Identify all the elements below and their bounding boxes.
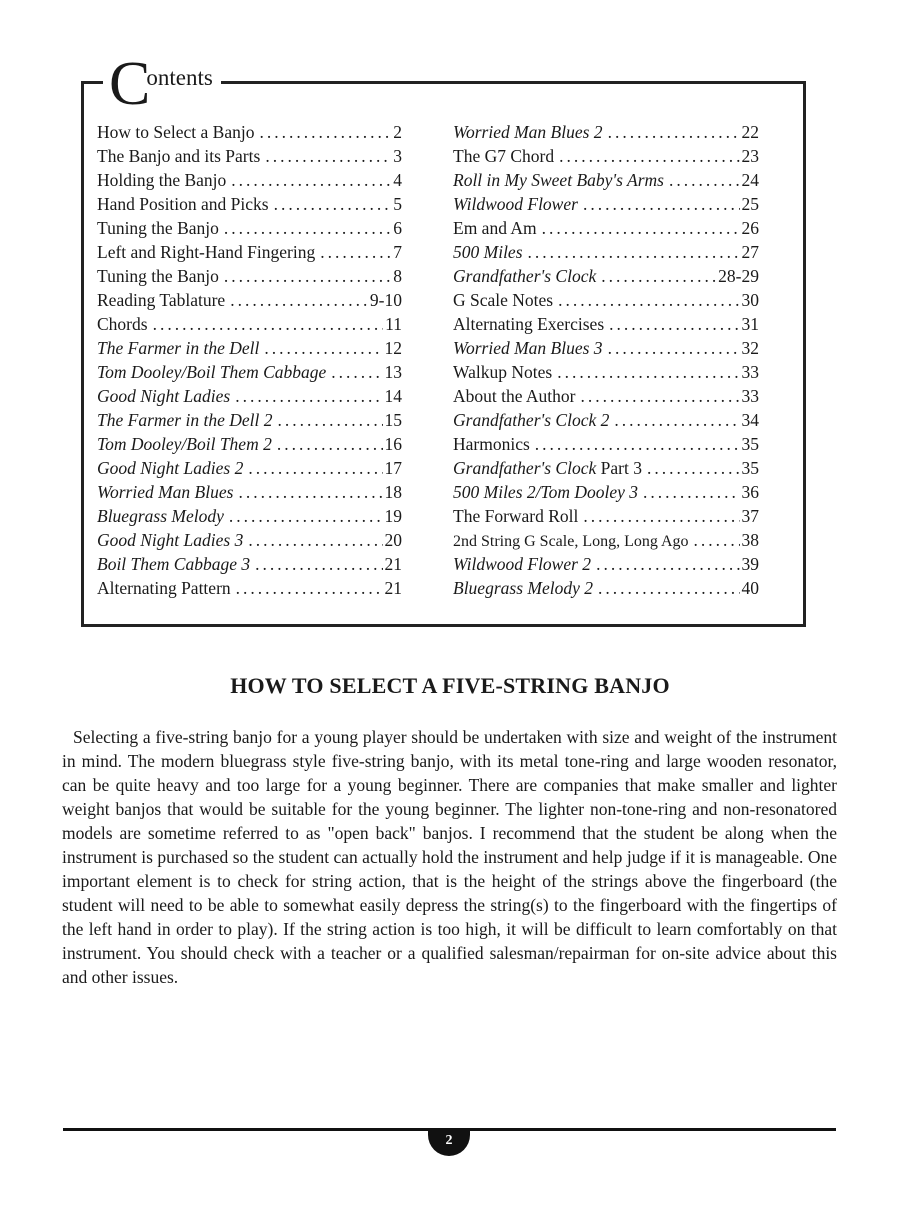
toc-entry-title: Boil Them Cabbage 3: [97, 554, 251, 574]
toc-entry-page: 13: [384, 362, 402, 382]
toc-entry-title: Tom Dooley/Boil Them Cabbage: [97, 362, 327, 382]
toc-dot-leader: [231, 168, 391, 192]
toc-entry-title: Grandfather's Clock 2: [453, 410, 610, 430]
toc-entry: [453, 264, 759, 288]
toc-entry-page: 31: [741, 314, 759, 334]
toc-entry-page: 37: [741, 506, 759, 526]
contents-heading-rest: ontents: [146, 65, 213, 90]
toc-entry-page: 8: [393, 266, 402, 286]
toc-entry-title-suffix: Part 3: [596, 458, 642, 478]
toc-entry: [97, 360, 402, 384]
toc-entry-title: Worried Man Blues 3: [453, 338, 603, 358]
contents-heading-initial: C: [109, 50, 151, 118]
toc-entry: [453, 312, 759, 336]
toc-dot-leader: [608, 120, 740, 144]
toc-dot-leader: [264, 336, 382, 360]
contents-right-column: [453, 120, 759, 600]
toc-entry-title: Chords: [97, 314, 148, 334]
toc-entry-page: 38: [741, 530, 759, 550]
toc-dot-leader: [598, 576, 740, 600]
toc-entry-title: The Forward Roll: [453, 506, 579, 526]
toc-entry-title: Good Night Ladies 3: [97, 530, 244, 550]
toc-dot-leader: [535, 432, 740, 456]
toc-entry: [453, 288, 759, 312]
toc-dot-leader: [248, 456, 382, 480]
toc-entry-title: 500 Miles 2/Tom Dooley 3: [453, 482, 639, 502]
toc-entry-page: 21: [384, 578, 402, 598]
toc-entry: [97, 216, 402, 240]
toc-dot-leader: [224, 216, 391, 240]
toc-entry: [453, 384, 759, 408]
toc-entry-page: 9-10: [369, 290, 402, 310]
page-number-badge: 2: [428, 1128, 470, 1156]
toc-entry: [453, 552, 759, 576]
toc-entry-page: 35: [741, 458, 759, 478]
toc-entry: [97, 168, 402, 192]
toc-entry-page: 40: [741, 578, 759, 598]
toc-entry-page: 7: [393, 242, 402, 262]
toc-entry: [453, 192, 759, 216]
toc-entry: [453, 408, 759, 432]
toc-entry-page: 19: [384, 506, 402, 526]
toc-dot-leader: [558, 288, 739, 312]
toc-entry-title: About the Author: [453, 386, 576, 406]
toc-dot-leader: [238, 480, 382, 504]
toc-entry: [453, 240, 759, 264]
toc-entry-title: The G7 Chord: [453, 146, 555, 166]
toc-entry-page: 27: [741, 242, 759, 262]
toc-entry-page: 16: [384, 434, 402, 454]
toc-dot-leader: [236, 576, 383, 600]
toc-dot-leader: [609, 312, 739, 336]
toc-dot-leader: [255, 552, 382, 576]
toc-entry-title: Tom Dooley/Boil Them 2: [97, 434, 272, 454]
toc-dot-leader: [274, 192, 392, 216]
contents-heading: [103, 50, 221, 118]
toc-entry: [453, 360, 759, 384]
toc-entry: [453, 168, 759, 192]
toc-entry-page: 26: [741, 218, 759, 238]
toc-entry: [97, 336, 402, 360]
toc-entry-title: The Farmer in the Dell: [97, 338, 260, 358]
toc-entry: [453, 528, 759, 552]
toc-entry-page: 20: [384, 530, 402, 550]
toc-dot-leader: [608, 336, 740, 360]
toc-entry-title: 500 Miles: [453, 242, 523, 262]
toc-dot-leader: [557, 360, 739, 384]
toc-entry: [453, 432, 759, 456]
toc-entry-title: Wildwood Flower 2: [453, 554, 592, 574]
toc-entry-page: 36: [741, 482, 759, 502]
toc-entry: [453, 120, 759, 144]
toc-entry: [97, 576, 402, 600]
toc-entry-title: Grandfather's Clock: [453, 458, 597, 478]
toc-entry-title: Roll in My Sweet Baby's Arms: [453, 170, 664, 190]
body-paragraph: Selecting a five-string banjo for a young player should be undertaken with size and weight of the instrument in mind. The modern bluegrass style five-string banjo, with its metal tone-ring and large wooden resonator, can be quite heavy and too large for a young beginner. There are companies that make smaller and lighter weight banjos that would be suitable for the young beginner. The lighter non-tone-ring and non-resonatored models are sometime referred to as "open back" banjos. I recommend that the student be along when the instrument is purchased so the student can actually hold the instrument and help judge if it is manageable. One important element is to check for string action, that is the height of the strings above the fingerboard (the student will need to be able to somewhat easily depress the string(s) to the fingerboard with the fingertips of the left hand in order to play). If the string action is too high, it will be difficult to learn comfortably on that instrument. You should check with a teacher or a qualified salesman/repairman for on-site advice about this and other issues.: [62, 727, 837, 987]
toc-entry-page: 34: [741, 410, 759, 430]
toc-entry-title: Left and Right-Hand Fingering: [97, 242, 316, 262]
toc-entry-page: 5: [393, 194, 402, 214]
toc-entry: [453, 216, 759, 240]
toc-dot-leader: [583, 504, 739, 528]
toc-entry: [97, 456, 402, 480]
toc-dot-leader: [224, 264, 391, 288]
toc-entry-page: 18: [384, 482, 402, 502]
toc-entry-title: G Scale Notes: [453, 290, 554, 310]
toc-entry-page: 2: [393, 122, 402, 142]
toc-entry-title: 2nd String G Scale, Long, Long Ago: [453, 533, 689, 550]
toc-entry: [97, 552, 402, 576]
toc-dot-leader: [277, 432, 383, 456]
toc-entry-title: Worried Man Blues: [97, 482, 234, 502]
toc-entry: [453, 576, 759, 600]
toc-dot-leader: [320, 240, 391, 264]
toc-entry-page: 35: [741, 434, 759, 454]
toc-dot-leader: [248, 528, 382, 552]
toc-entry-page: 17: [384, 458, 402, 478]
toc-entry-title: Tuning the Banjo: [97, 266, 219, 286]
toc-entry: [97, 264, 402, 288]
toc-entry-page: 15: [384, 410, 402, 430]
toc-dot-leader: [647, 456, 740, 480]
toc-entry-page: 12: [384, 338, 402, 358]
toc-dot-leader: [259, 120, 391, 144]
toc-entry-title: Bluegrass Melody 2: [453, 578, 593, 598]
toc-dot-leader: [694, 528, 740, 552]
toc-dot-leader: [277, 408, 382, 432]
toc-entry: [97, 312, 402, 336]
toc-entry-page: 21: [384, 554, 402, 574]
toc-entry-title: Hand Position and Picks: [97, 194, 269, 214]
toc-entry: [97, 408, 402, 432]
toc-entry-title: Alternating Exercises: [453, 314, 605, 334]
toc-entry-page: 22: [741, 122, 759, 142]
toc-dot-leader: [581, 384, 740, 408]
toc-entry: [453, 504, 759, 528]
toc-entry-title: Holding the Banjo: [97, 170, 227, 190]
toc-entry-page: 4: [393, 170, 402, 190]
toc-entry-title: Em and Am: [453, 218, 537, 238]
toc-entry-page: 25: [741, 194, 759, 214]
toc-dot-leader: [643, 480, 739, 504]
toc-entry-title: Grandfather's Clock: [453, 266, 597, 286]
toc-entry: [97, 240, 402, 264]
toc-entry: [97, 504, 402, 528]
toc-dot-leader: [528, 240, 740, 264]
toc-dot-leader: [601, 264, 716, 288]
toc-entry-page: 32: [741, 338, 759, 358]
toc-dot-leader: [542, 216, 740, 240]
section-body: [62, 725, 837, 989]
toc-entry-title: Harmonics: [453, 434, 530, 454]
toc-entry-page: 23: [741, 146, 759, 166]
toc-dot-leader: [265, 144, 391, 168]
toc-dot-leader: [596, 552, 739, 576]
toc-entry: [453, 144, 759, 168]
toc-entry: [97, 528, 402, 552]
toc-entry-title: Tuning the Banjo: [97, 218, 219, 238]
toc-entry-page: 33: [741, 386, 759, 406]
toc-entry: [97, 432, 402, 456]
toc-entry-page: 30: [741, 290, 759, 310]
toc-dot-leader: [559, 144, 739, 168]
toc-entry: [97, 192, 402, 216]
toc-entry-page: 11: [385, 314, 402, 334]
toc-entry: [453, 480, 759, 504]
toc-entry-title: Alternating Pattern: [97, 578, 231, 598]
toc-entry-title: How to Select a Banjo: [97, 122, 255, 142]
toc-entry-title: Good Night Ladies 2: [97, 458, 244, 478]
toc-dot-leader: [583, 192, 740, 216]
toc-entry-page: 33: [741, 362, 759, 382]
toc-dot-leader: [614, 408, 739, 432]
toc-entry-title: The Banjo and its Parts: [97, 146, 261, 166]
toc-entry: [97, 384, 402, 408]
toc-entry-title: Bluegrass Melody: [97, 506, 224, 526]
toc-dot-leader: [153, 312, 384, 336]
toc-entry-page: 24: [741, 170, 759, 190]
toc-entry-page: 28-29: [718, 266, 759, 286]
toc-entry: [97, 288, 402, 312]
toc-entry: [453, 456, 759, 480]
toc-entry-title: Walkup Notes: [453, 362, 553, 382]
toc-dot-leader: [230, 288, 368, 312]
toc-entry-page: 6: [393, 218, 402, 238]
toc-entry-title: Reading Tablature: [97, 290, 226, 310]
toc-entry: [97, 120, 402, 144]
toc-entry: [453, 336, 759, 360]
toc-entry-page: 3: [393, 146, 402, 166]
toc-entry-page: 39: [741, 554, 759, 574]
toc-dot-leader: [235, 384, 382, 408]
contents-left-column: [97, 120, 402, 600]
toc-entry: [97, 144, 402, 168]
toc-entry-title: Wildwood Flower: [453, 194, 578, 214]
toc-entry-title: The Farmer in the Dell 2: [97, 410, 273, 430]
toc-entry-page: 14: [384, 386, 402, 406]
toc-dot-leader: [229, 504, 383, 528]
toc-entry-title: Good Night Ladies: [97, 386, 231, 406]
toc-dot-leader: [669, 168, 740, 192]
toc-entry-title: Worried Man Blues 2: [453, 122, 603, 142]
section-title: HOW TO SELECT A FIVE-STRING BANJO: [230, 673, 670, 698]
toc-dot-leader: [331, 360, 382, 384]
toc-entry: [97, 480, 402, 504]
